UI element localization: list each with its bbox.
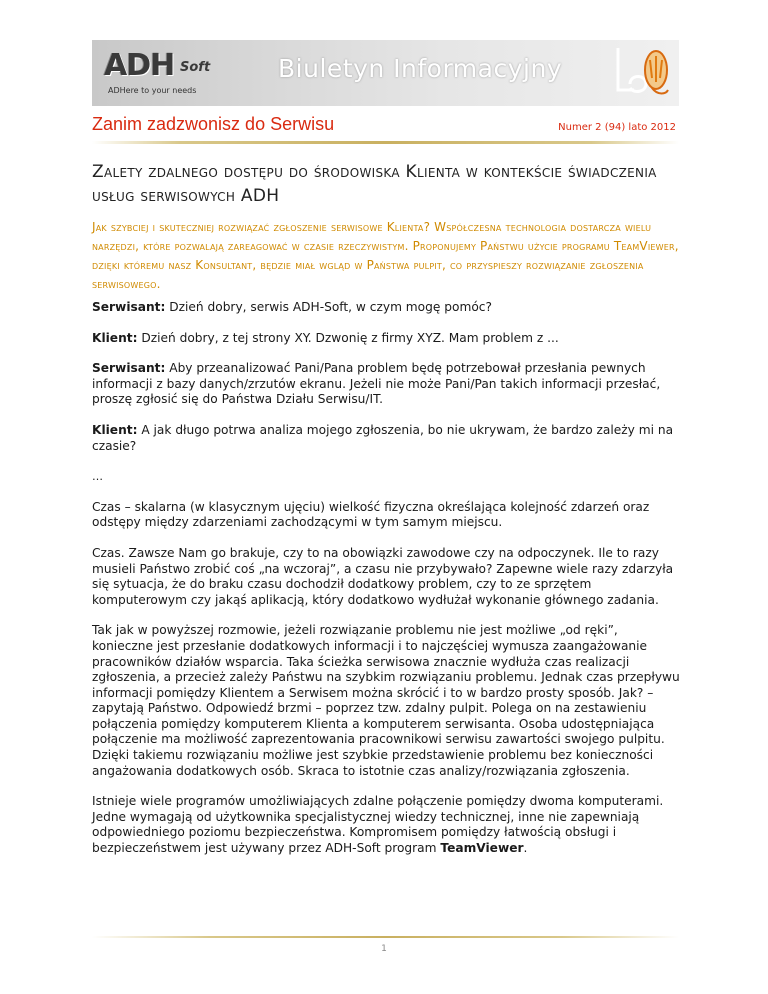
speaker: Serwisant: — [92, 361, 166, 376]
page-number: 1 — [381, 944, 387, 954]
leo-logo-icon — [612, 44, 676, 104]
utterance: Dzień dobry, serwis ADH-Soft, w czym mogę pomóc? — [165, 300, 492, 314]
paragraph-end: . — [523, 841, 528, 856]
speaker: Klient: — [92, 330, 138, 345]
article-body — [92, 300, 682, 872]
article-lead: Jak szybciej i skuteczniej rozwiązać zgłoszenie serwisowe Klienta? Współczesna technologia dostarcza wielu narzędzi, które pozwalają zareagować w czasie rzeczywistym. Proponujemy Państwu użycie programu TeamViewer, dzięki któremu nasz Konsultant, będzie miał wgląd w Państwa pulpit, co przyspieszy rozwiązanie zgłoszenia serwisowego. — [92, 220, 679, 291]
adh-soft-logo — [98, 46, 226, 100]
logo-soft: Soft — [180, 60, 211, 75]
logo-brand: ADH — [104, 48, 175, 83]
banner-title: Biuletyn Informacyjny — [278, 54, 563, 83]
dialogue-line — [92, 423, 682, 454]
section-title: Zanim zadzwonisz do Serwisu — [92, 114, 335, 134]
paragraph-remote-desktop: Tak jak w powyższej rozmowie, jeżeli rozwiązanie problemu nie jest możliwe „od ręki”, konieczne jest przesłanie dodatkowych informacji i to najczęściej wymusza zaangażowanie pracowników działów wsparcia. Taka ścieżka serwisowa znacznie wydłuża czas realizacji zgłoszenia, a przecież zależy Państwu na szybkim rozwiązaniu problemu. Jednak czas przepływu informacji pomiędzy Klientem a Serwisem można skrócić i to w bardzo prosty sposób. Jak? – zapytają Państwo. Odpowiedź brzmi – poprzez tzw. zdalny pulpit. Polega on na zestawieniu połączenia pomiędzy komputerem Klienta a komputerem serwisanta. Osoba udostępniająca połączenie ma możliwość zaprezentowania pracownikowi serwisu zawartości swojego pulpitu. Dzięki takiemu rozwiązaniu możliwe jest szybkie przedstawienie problemu bez konieczności angażowania dodatkowych osób. Skraca to istotnie czas analizy/rozwiązania zgłoszenia. — [92, 623, 680, 778]
teamviewer-name: TeamViewer — [440, 841, 524, 856]
utterance: Dzień dobry, z tej strony XY. Dzwonię z firmy XYZ. Mam problem z ... — [137, 330, 559, 345]
logo-tagline: ADHere to your needs — [108, 86, 197, 95]
utterance: Aby przeanalizować Pani/Pana problem będę potrzebował przesłania pewnych informacji z bazy danych/zrzutów ekranu. Jeżeli nie może Pani/Pan takich informacji przesłać, proszę zgłosić się do Państwa Działu Serwisu/IT. — [92, 361, 661, 407]
footer-divider — [92, 936, 679, 938]
speaker: Serwisant: — [92, 300, 166, 314]
paragraph-teamviewer — [92, 794, 682, 856]
header-divider — [92, 141, 679, 144]
dialogue-line — [92, 361, 682, 408]
utterance: A jak długo potrwa analiza mojego zgłoszenia, bo nie ukrywam, że bardzo zależy mi na czasie? — [92, 422, 674, 453]
issue-number: Numer 2 (94) lato 2012 — [558, 122, 676, 133]
paragraph-time-definition: Czas – skalarna (w klasycznym ujęciu) wielkość fizyczna określająca kolejność zdarzeń oraz odstępy między zdarzeniami zachodzącymi w tym samym miejscu. — [92, 499, 650, 530]
speaker: Klient: — [92, 422, 138, 437]
article-headline: Zalety zdalnego dostępu do środowiska Klienta w kontekście świadczenia usług serwisowych ADH — [92, 162, 657, 206]
paragraph-text: Istnieje wiele programów umożliwiających zdalne połączenie pomiędzy dwoma komputerami. Jedne wymagają od użytkownika specjalistycznej wiedzy technicznej, inne nie zapewniają odpowiedniego poziomu bezpieczeństwa. Kompromisem pomiędzy łatwością obsługi i bezpieczeństwem jest używany przez ADH-Soft program — [92, 794, 664, 856]
header-banner — [92, 40, 679, 106]
dialogue-line — [92, 331, 682, 347]
ellipsis: … — [92, 470, 103, 484]
dialogue-line — [92, 300, 682, 316]
paragraph-time: Czas. Zawsze Nam go brakuje, czy to na obowiązki zawodowe czy na odpoczynek. Ile to razy musieli Państwo zrobić coś „na wczoraj”, a czasu nie przybywało? Zapewne wiele razy zdarzyła się sytuacja, że do braku czasu dochodził dodatkowy problem, czy to ze sprzętem komputerowym czy jakąś aplikacją, który dodatkowo wydłużał wykonanie głównego zadania. — [92, 545, 674, 607]
